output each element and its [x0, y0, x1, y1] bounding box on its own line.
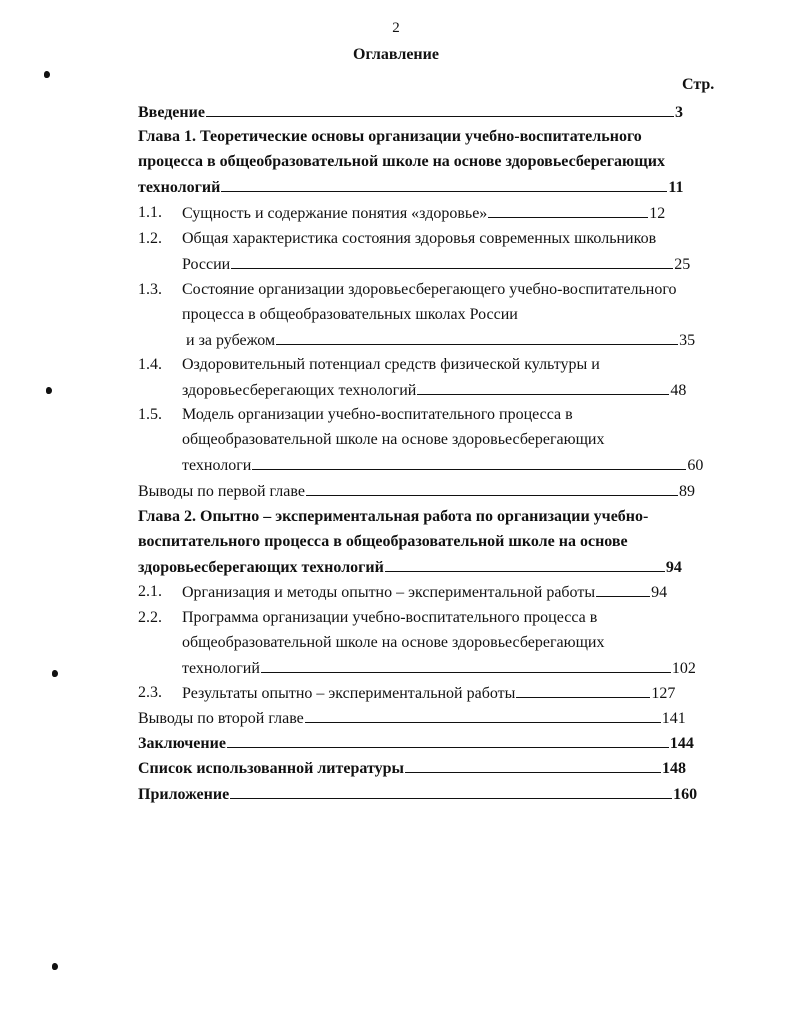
toc-entry-page: 48: [670, 382, 687, 399]
toc-entry-page: 141: [661, 710, 686, 727]
toc-entry-label: Приложение: [138, 786, 230, 803]
toc-entry-label: и за рубежом: [186, 332, 276, 349]
toc-entry-label: Общая характеристика состояния здоровья современных школьников: [182, 230, 657, 247]
section-number: 1.4.: [138, 356, 162, 373]
dot-leader: [516, 683, 650, 698]
toc-entry-page: 35: [679, 332, 696, 349]
dot-leader: [227, 733, 669, 748]
toc-entry-page: 11: [668, 179, 684, 196]
toc-entry-page: 89: [678, 483, 695, 500]
toc-entry-appendix[interactable]: [138, 784, 697, 805]
toc-entry-references[interactable]: [138, 758, 686, 779]
toc-entry-page: 60: [687, 457, 704, 474]
toc-entry-page: 25: [674, 256, 691, 273]
dot-leader: [488, 203, 648, 218]
toc-entry-label: Заключение: [138, 735, 226, 752]
toc-entry-label: Модель организации учебно-воспитательного процесса в: [182, 406, 573, 423]
toc-entry-label: Оздоровительный потенциал средств физической культуры и: [182, 356, 600, 373]
dot-leader: [385, 557, 665, 572]
toc-entry-page: 94: [651, 584, 668, 601]
dot-leader: [596, 582, 650, 597]
dot-leader: [231, 254, 673, 269]
toc-entry-page: 3: [674, 104, 683, 121]
dot-leader: [221, 177, 667, 192]
toc-entry-label: процесса в общеобразовательных школах России: [182, 306, 518, 323]
toc-entry-chapter-2-conclusions[interactable]: [138, 708, 686, 729]
section-number: 2.2.: [138, 609, 162, 626]
dot-leader: [417, 380, 669, 395]
toc-entry-intro[interactable]: [138, 102, 683, 123]
toc-entry-label: технологий: [138, 179, 221, 196]
dot-leader: [276, 330, 678, 345]
toc-entry-label: России: [182, 256, 231, 273]
dot-leader: [206, 102, 674, 117]
toc-entry-page: 144: [669, 735, 694, 752]
binding-hole-mark: [44, 71, 50, 78]
dot-leader: [252, 455, 686, 470]
toc-entry-label: Глава 2. Опытно – экспериментальная работа по организации учебно-: [138, 508, 649, 525]
toc-entry-label: Глава 1. Теоретические основы организации учебно-воспитательного: [138, 128, 642, 145]
dot-leader: [405, 758, 661, 773]
binding-hole-mark: [46, 387, 52, 394]
toc-entry-page: 12: [649, 205, 666, 222]
dot-leader: [261, 658, 671, 673]
toc-entry-conclusion[interactable]: [138, 733, 694, 754]
toc-entry-label: процесса в общеобразовательной школе на основе здоровьесберегающих: [138, 153, 665, 170]
dot-leader: [306, 481, 678, 496]
dot-leader: [230, 784, 672, 799]
toc-entry-label: Сущность и содержание понятия «здоровье»: [182, 205, 488, 222]
toc-entry-label: Результаты опытно – экспериментальной работы: [182, 685, 516, 702]
toc-entry-label: Состояние организации здоровьесберегающего учебно-воспитательного: [182, 281, 677, 298]
dot-leader: [305, 708, 661, 723]
toc-entry-label: общеобразовательной школе на основе здоровьесберегающих: [182, 634, 605, 651]
toc-entry-chapter-1-conclusions[interactable]: [138, 481, 695, 502]
toc-entry-label: общеобразовательной школе на основе здоровьесберегающих: [182, 431, 605, 448]
binding-hole-mark: [52, 670, 58, 677]
page-column-header: Стр.: [682, 76, 715, 93]
section-number: 2.3.: [138, 684, 162, 701]
section-number: 1.1.: [138, 204, 162, 221]
section-number: 2.1.: [138, 583, 162, 600]
page-number: 2: [392, 20, 400, 36]
toc-entry-page: 102: [671, 660, 696, 677]
toc-entry-label: технологий: [182, 660, 260, 677]
toc-entry-label: воспитательного процесса в общеобразовательной школе на основе: [138, 533, 628, 550]
binding-hole-mark: [52, 963, 58, 970]
toc-entry-label: Программа организации учебно-воспитательного процесса в: [182, 609, 598, 626]
toc-entry-label: Выводы по первой главе: [138, 483, 305, 500]
toc-entry-label: Выводы по второй главе: [138, 710, 304, 727]
toc-title: Оглавление: [353, 46, 439, 63]
toc-entry-label: здоровьесберегающих технологий: [182, 382, 417, 399]
toc-entry-page: 148: [662, 760, 686, 777]
section-number: 1.2.: [138, 230, 162, 247]
toc-entry-page: 127: [651, 685, 676, 702]
toc-entry-label: Организация и методы опытно – экспериментальной работы: [182, 584, 596, 601]
toc-entry-label: технологи: [182, 457, 252, 474]
toc-entry-label: здоровьесберегающих технологий: [138, 559, 384, 576]
section-number: 1.5.: [138, 406, 162, 423]
toc-entry-page: 94: [665, 559, 682, 576]
toc-entry-label: Список использованной литературы: [138, 760, 404, 777]
toc-entry-page: 160: [673, 786, 698, 803]
toc-entry-label: Введение: [138, 104, 205, 121]
section-number: 1.3.: [138, 281, 162, 298]
